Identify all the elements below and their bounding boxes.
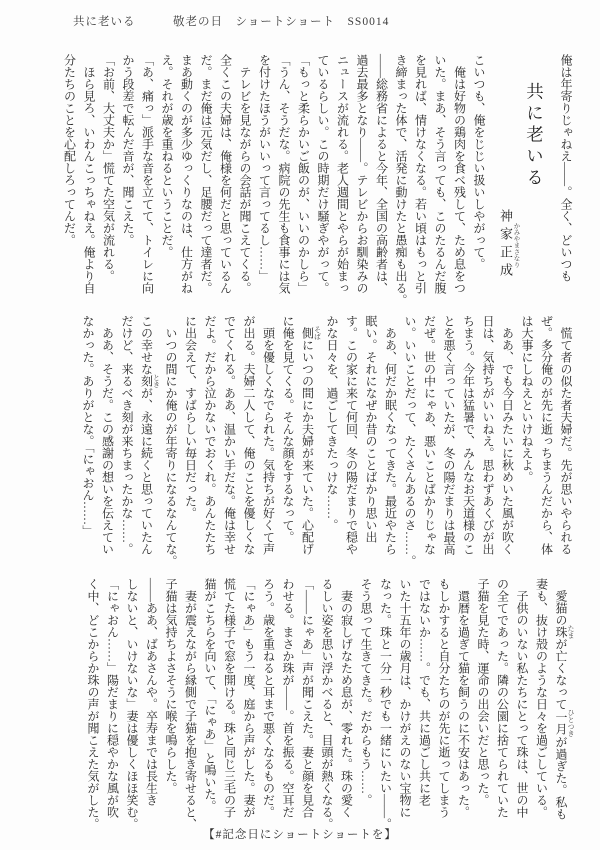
text-column: ちまう。今年は猛暑で、みんなお天道様のこ bbox=[461, 315, 476, 555]
text-column: 日は、気持ちがいいねえ。思わずあくびが出 bbox=[481, 315, 495, 555]
text-column: だけど、来るべき刻が来ちまったかな……。 bbox=[120, 315, 134, 555]
text-column: は大事にしねえといけねえよ。 bbox=[520, 315, 534, 483]
text-column: ほら見ろ、いわんこっちゃねえ。俺より自 bbox=[82, 54, 96, 294]
story-title-block bbox=[491, 54, 550, 314]
text-column: ああ、そうだ。この感謝の想いを伝えてい bbox=[100, 315, 115, 555]
text-band-1 bbox=[59, 54, 575, 314]
story-title: 共に老いる bbox=[524, 82, 545, 190]
text-column: 「――にゃあ」声が聞こえた。妻と顔を見合 bbox=[300, 578, 315, 818]
text-column: 「お前、大丈夫か」慌てた空気が流れる。 bbox=[101, 54, 116, 282]
text-column: もしかすると自分たちのが先に逝ってしまう bbox=[437, 578, 451, 818]
text-column: ああ、何だか眠くなってきた。最近やたら bbox=[383, 315, 398, 555]
text-column: だ。まだ俺は元気だし、足腰だって達者だ。 bbox=[199, 54, 213, 294]
running-header: 共に老いる 敬老の日 ショートショート SS0014 bbox=[73, 16, 390, 28]
text-band-3 bbox=[83, 578, 576, 838]
text-column: 猫がこちらを向いて、「にゃあ」と鳴いた。 bbox=[203, 578, 217, 812]
text-column: 妻が震えながら縁側で子猫を抱き寄せると、 bbox=[183, 578, 198, 830]
text-column: なった。珠と一分一秒でも一緒にいたい――。 bbox=[378, 578, 393, 830]
text-column: ているらしい。この時期だけ騒ぎやがって。 bbox=[316, 54, 330, 294]
text-column: す。この家に来て何回、冬の陽だまりで穏や bbox=[344, 315, 359, 555]
text-column: 「もっと柔らかいご飯のが、いいのかしら」 bbox=[296, 54, 311, 294]
text-column: こいつも、俺をじじい扱いしやがって。 bbox=[472, 54, 486, 270]
text-column: 愛猫の珠 たまが亡くなって一月 ひとつきが過ぎた。私も bbox=[554, 578, 575, 820]
text-column: 俺は年寄りじゃねえ――。全く、どいつも bbox=[559, 54, 573, 282]
text-column: いた。まあ、そう言っても、このたるんだ腹 bbox=[433, 54, 447, 294]
text-column: テレビを見ながらの会話が聞こえてくる。 bbox=[238, 54, 252, 294]
text-column: 「あ、痛っ」派手な音を立てて、トイレに向 bbox=[140, 54, 155, 294]
text-column: 眠い。それになぜか昔のことばかり思い出 bbox=[364, 315, 378, 543]
text-column: 過去最多となり――。テレビからお馴染みの bbox=[355, 54, 369, 294]
text-column: 慌て者の似た者夫婦だ。先が思いやられる bbox=[559, 315, 573, 555]
text-column: ――ああ、ばあさんや。卒寿までは長生き bbox=[144, 578, 159, 806]
text-column: ろう。歳を重ねると耳まで悪くなるものだ。 bbox=[261, 578, 276, 818]
text-column: この幸せな刻 ときが、永遠に続くと思っていたん bbox=[139, 315, 161, 555]
text-column: ニュースが流れる。老人週間とやらが始まっ bbox=[335, 54, 350, 294]
text-column: ではないか……。でも、共に過ごし共に老 bbox=[417, 578, 432, 806]
text-column: 「にゃあ」もう一度、庭から声がした。妻が bbox=[242, 578, 256, 818]
footer-hashtag: 【#記念日にショートショートを】 bbox=[203, 829, 397, 841]
text-column: るしい姿を思い浮かべると、目頭が熱くなる。 bbox=[320, 578, 334, 830]
text-column: そう思って生きてきた。だからもう……。 bbox=[359, 578, 373, 806]
text-column: い。いいことだって、たくさんあるのさ……。 bbox=[403, 315, 417, 567]
text-column: 「うん、そうだな。病院の先生も食事には気 bbox=[277, 54, 291, 294]
text-column: 頭を優しくなでられた。気持ちが好くて声 bbox=[261, 315, 276, 555]
text-column: いた十五年の歳月は、かけがえのない宝物に bbox=[398, 578, 412, 818]
text-column: まあ動くのが多少ゆっくりなのは、仕方がね bbox=[179, 54, 194, 294]
text-column: なかった。ありがとな。「にゃおん……」 bbox=[81, 315, 95, 537]
text-column: 子供のいない私たちにとって珠は、世の中 bbox=[515, 578, 529, 818]
text-column: の全てであった。隣の公園に捨てられていた bbox=[495, 578, 510, 818]
text-column: でてくれる。ああ、温かい手だな。俺は幸せ bbox=[222, 315, 237, 555]
text-band-2 bbox=[78, 315, 576, 575]
text-column: だよ。だから泣かないでおくれ。あんたたち bbox=[203, 315, 217, 555]
text-column: 妻の寂しげなため息が、零れた。珠の愛く bbox=[339, 578, 354, 818]
text-column: に出会えて、すばらしい毎日だった。 bbox=[183, 315, 198, 519]
text-column: 俺は好物の鶏肉を食べ残して、ため息をつ bbox=[452, 54, 467, 294]
text-column: かな日々を、過ごしてきたっけな……。 bbox=[325, 315, 339, 531]
author-name: 神家正成 かみやまさなり bbox=[498, 209, 520, 281]
text-column: ああ、でも今日みたいに秋めいた風が吹く bbox=[500, 315, 515, 555]
text-column: え。それが歳を重ねるということだ。 bbox=[160, 54, 174, 258]
text-column: に俺を見てくる。そんな顔をするなって。 bbox=[281, 315, 295, 543]
text-column: いつの間にか俺のが年寄りになるなんてな。 bbox=[164, 315, 178, 567]
text-column: ――総務省によると今年、全国の高齢者は、 bbox=[374, 54, 389, 294]
text-column: 子猫を見た時、運命の出会いだと思った。 bbox=[476, 578, 490, 806]
text-column: 妻も、抜け殻のような日々を過ごしている。 bbox=[534, 578, 549, 818]
text-column: が出る。夫婦二人して、俺のことを優しくな bbox=[242, 315, 256, 555]
text-column: 「にゃおん……」陽だまりに穏やかな風が吹 bbox=[105, 578, 120, 818]
text-column: 慌てた様子で窓を開ける。珠と同じ三毛の子 bbox=[222, 578, 237, 818]
text-column: き締まった体で、活発に動けたと愚痴も出る。 bbox=[394, 54, 408, 306]
text-column: 側 そばにいつの間にか夫婦が来ていた。心配げ bbox=[300, 326, 322, 555]
text-column: 全くこの夫婦は、俺様を何だと思っているん bbox=[218, 54, 233, 294]
text-column: かう段差で転んだ音が、聞こえた。 bbox=[121, 54, 135, 246]
text-column: を見れば、情けなくなる。若い頃はもっと引 bbox=[413, 54, 428, 294]
text-column: しないと、いけないな」妻は優しくほほ笑む。 bbox=[125, 578, 139, 830]
text-column: く中、どこからか珠の声が聞こえた気がした。 bbox=[86, 578, 100, 830]
text-column: ぜ。多分俺のが先に逝っちまうんだから、体 bbox=[539, 315, 554, 555]
text-column: 分たちのことを心配しろってんだ。 bbox=[62, 54, 77, 246]
text-column: 子猫は気持ちよさそうに喉を鳴らした。 bbox=[164, 578, 178, 794]
text-column: わせる。まさか珠が――。首を振る。空耳だ bbox=[281, 578, 295, 818]
text-column: とを悪く言っていたが、冬の陽だまりは最高 bbox=[442, 315, 456, 555]
text-column: を付けたほうがいいって言ってるし……」 bbox=[257, 54, 272, 282]
text-column: 還暦を過ぎて猫を飼うのに不安はあった。 bbox=[456, 578, 471, 818]
text-column: だぜ。世の中にゃあ、悪いことばかりじゃな bbox=[422, 315, 437, 555]
